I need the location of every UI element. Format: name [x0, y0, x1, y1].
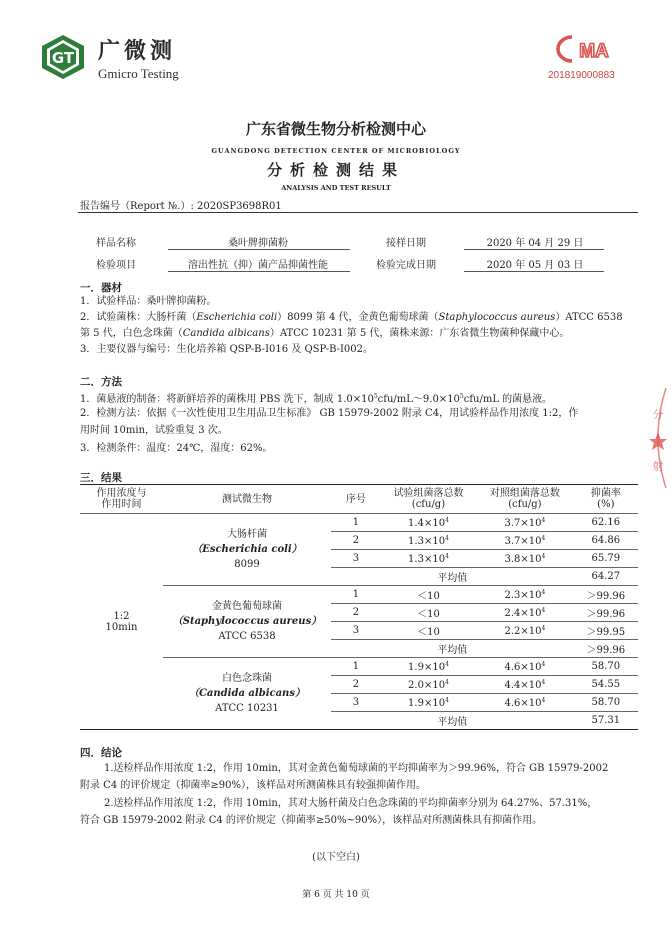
test-item-underline: [168, 271, 350, 272]
section-results-heading: 三．结果: [80, 472, 122, 484]
report-title-en: ANALYSIS AND TEST RESULT: [281, 184, 391, 192]
materials-line-4: 3．主要仪器与编号：生化培养箱 QSP-B-I016 及 QSP-B-I002。: [80, 344, 374, 355]
cma-logo: [554, 34, 618, 64]
rate-value: 65.79: [574, 550, 638, 568]
report-number: 报告编号（Report №.）: 2020SP3698R01: [80, 201, 282, 212]
results-table: [80, 484, 638, 730]
method-line-1: 1．菌悬液的制备：将新鲜培养的菌株用 PBS 洗下，制成 $1.0\times 10^5cfu/mL\sim 9.0\times 10^5cfu/mL$ 的菌悬液。: [80, 393, 553, 405]
rate-value: 58.70: [574, 694, 638, 712]
rate-value: ＞99.96: [574, 604, 638, 622]
logo-text: GT: [51, 49, 75, 67]
header-concentration: 作用浓度与 作用时间: [80, 485, 163, 514]
method-line-4: 3．检测条件：温度：24℃，湿度：62%。: [80, 443, 273, 454]
report-divider: [78, 212, 638, 213]
results-body: [80, 514, 638, 730]
results-header-row: [80, 485, 638, 514]
cma-text: MA: [579, 41, 609, 62]
control-value: $3.7\times 10^4$: [476, 514, 573, 532]
row-number: 3: [331, 622, 381, 640]
rate-value: 64.86: [574, 532, 638, 550]
header-organism: 测试微生物: [163, 485, 331, 514]
organism-calbicans: 白色念珠菌 （Candida albicans） ATCC 10231: [163, 658, 331, 730]
header-control-group: 对照组菌落总数 (cfu/g): [476, 485, 573, 514]
test-value: ＜10: [381, 622, 476, 640]
table-row: [80, 514, 638, 532]
row-number: 1: [331, 514, 381, 532]
table-row: [80, 586, 638, 604]
test-value: ＜10: [381, 586, 476, 604]
average-value: 57.31: [574, 712, 638, 730]
header-inhibition-rate: 抑菌率 (%): [574, 485, 638, 514]
row-number: 2: [331, 604, 381, 622]
row-number: 1: [331, 586, 381, 604]
section-materials-heading: 一．器材: [80, 282, 122, 294]
blank-note: (以下空白): [312, 852, 360, 863]
test-item-value: 溶出性抗（抑）菌产品抑菌性能: [188, 260, 328, 271]
receive-date-underline: [464, 249, 604, 250]
average-label: 平均值: [331, 568, 574, 586]
average-value: 64.27: [574, 568, 638, 586]
method-line-2: 2．检测方法：依据《一次性使用卫生用品卫生标准》 GB 15979-2002 附录 C4，用试验样品作用浓度 1:2，作: [80, 408, 579, 419]
control-value: $4.6\times 10^4$: [476, 694, 573, 712]
table-row: [80, 658, 638, 676]
test-value: ＜10: [381, 604, 476, 622]
rate-value: ＞99.96: [574, 586, 638, 604]
finish-date-label: 检验完成日期: [376, 260, 436, 271]
rate-value: ＞99.95: [574, 622, 638, 640]
control-value: $3.7\times 10^4$: [476, 532, 573, 550]
conclusion-p1-line2: 附录 C4 的评价规定（抑菌率≥90%），该样品对所测菌株具有较强抑菌作用。: [80, 780, 426, 791]
row-number: 2: [331, 676, 381, 694]
center-title-en: GUANGDONG DETECTION CENTER OF MICROBIOLOGY: [211, 147, 461, 155]
rate-value: 58.70: [574, 658, 638, 676]
test-value: $1.9\times 10^4$: [381, 694, 476, 712]
test-value: $2.0\times 10^4$: [381, 676, 476, 694]
report-title-cn: 分析检测结果: [266, 161, 405, 179]
control-value: $4.6\times 10^4$: [476, 658, 573, 676]
control-value: $2.2\times 10^4$: [476, 622, 573, 640]
concentration-cell: 1:2 10min: [80, 514, 163, 730]
sample-name-value: 桑叶牌抑菌粉: [228, 238, 288, 249]
row-number: 1: [331, 658, 381, 676]
seal-char-2: 射: [652, 460, 664, 473]
materials-line-1: 1．试验样品：桑叶牌抑菌粉。: [80, 296, 217, 307]
method-line-3: 用时间 10min，试验重复 3 次。: [80, 425, 228, 436]
test-value: $1.4\times 10^4$: [381, 514, 476, 532]
sample-name-label: 样品名称: [96, 238, 136, 249]
organism-ecoli: 大肠杆菌 （Escherichia coli） 8099: [163, 514, 331, 586]
control-value: $2.4\times 10^4$: [476, 604, 573, 622]
header-test-group: 试验组菌落总数 (cfu/g): [381, 485, 476, 514]
conclusion-p2-line2: 符合 GB 15979-2002 附录 C4 的评价规定（抑菌率≥50%~90%），该样品对所测菌株具有抑菌作用。: [80, 815, 543, 826]
control-value: $3.8\times 10^4$: [476, 550, 573, 568]
materials-line-3: 第 5 代，白色念珠菌（Candida albicans）ATCC 10231 第 5 代，菌株来源：广东省微生物菌种保藏中心。: [80, 328, 570, 339]
rate-value: 54.55: [574, 676, 638, 694]
center-title-cn: 广东省微生物分析检测中心: [245, 120, 426, 138]
header-number: 序号: [331, 485, 381, 514]
materials-line-2: 2．试验菌株：大肠杆菌（Escherichia coli）8099 第 4 代，金黄色葡萄球菌（Staphylococcus aureus）ATCC 6538: [80, 312, 623, 323]
test-value: $1.3\times 10^4$: [381, 532, 476, 550]
brand-name-cn: 广微测: [98, 39, 177, 64]
seal-char-1: 分: [652, 408, 664, 421]
control-value: $4.4\times 10^4$: [476, 676, 573, 694]
organism-saureus: 金黄色葡萄球菌 （Staphylococcus aureus） ATCC 6538: [163, 586, 331, 658]
section-method-heading: 二．方法: [80, 376, 122, 388]
brand-name-en: Gmicro Testing: [98, 66, 179, 81]
row-number: 3: [331, 694, 381, 712]
rate-value: 62.16: [574, 514, 638, 532]
finish-date-value: 2020 年 05 月 03 日: [486, 260, 584, 271]
official-seal-fragment: [648, 388, 668, 488]
test-value: $1.9\times 10^4$: [381, 658, 476, 676]
finish-date-underline: [464, 271, 604, 272]
receive-date-label: 接样日期: [386, 238, 426, 249]
section-conclusion-heading: 四．结论: [80, 747, 122, 759]
conclusion-p2-line1: 2.送检样品作用浓度 1:2，作用 10min，其对大肠杆菌及白色念珠菌的平均抑菌率分别为 64.27%、57.31%，: [104, 798, 598, 809]
company-logo: [40, 34, 86, 80]
cma-number: 201819000883: [548, 70, 615, 81]
test-item-label: 检验项目: [96, 260, 136, 271]
control-value: $2.3\times 10^4$: [476, 586, 573, 604]
receive-date-value: 2020 年 04 月 29 日: [486, 238, 584, 249]
average-label: 平均值: [331, 712, 574, 730]
page-number: 第 6 页 共 10 页: [302, 890, 370, 900]
sample-name-underline: [168, 249, 350, 250]
row-number: 3: [331, 550, 381, 568]
average-value: ＞99.96: [574, 640, 638, 658]
conclusion-p1-line1: 1.送检样品作用浓度 1:2，作用 10min，其对金黄色葡萄球菌的平均抑菌率为＞99.96%，符合 GB 15979-2002: [104, 763, 609, 774]
average-label: 平均值: [331, 640, 574, 658]
test-value: $1.3\times 10^4$: [381, 550, 476, 568]
row-number: 2: [331, 532, 381, 550]
